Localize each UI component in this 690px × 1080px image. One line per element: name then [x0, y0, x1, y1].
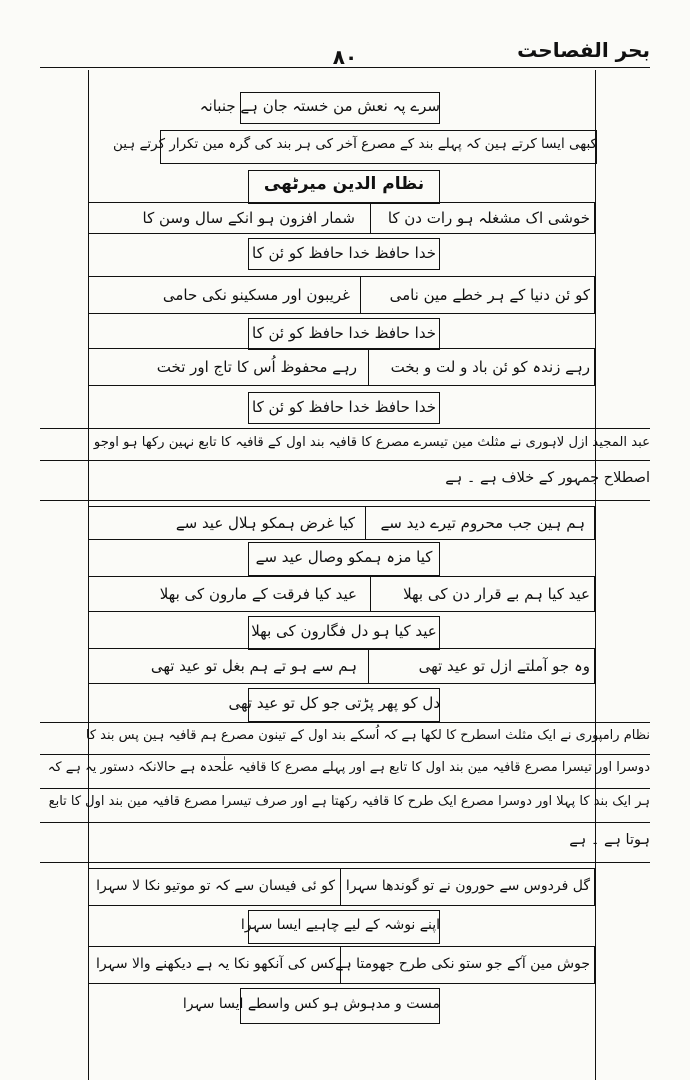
header-rule: [40, 67, 650, 68]
row-rule: [40, 500, 650, 501]
row-rule: [40, 460, 650, 461]
hemistich: عید کیا فرقت کے مارون کی بھلا: [159, 585, 357, 603]
refrain-line: دل کو پھر پڑتی جو کل تو عید تھی: [228, 694, 440, 712]
hemistich-separator: [365, 506, 366, 540]
prose-line: نظام رامپوری نے ایک مثلث اسطرح کا لکھا ہے کہ اُسکے بند اول کے تینون مصرع ہم قافیہ ہین پس بند کا: [85, 728, 650, 743]
hemistich-separator: [360, 276, 361, 314]
hemistich: گل فردوس سے حورون نے تو گوندھا سہرا: [345, 878, 590, 894]
book-title: بحر الفصاحت: [517, 38, 650, 62]
hemistich-separator: [368, 648, 369, 684]
hemistich-separator: [370, 202, 371, 234]
row-rule: [40, 722, 650, 723]
hemistich: کیا غرض ہمکو ہلال عید سے: [175, 514, 355, 532]
prose-line: ہوتا ہے ۔ ہے: [569, 832, 650, 848]
prose-line: اصطلاح جمہور کے خلاف ہے ۔ ہے: [445, 470, 650, 486]
hemistich: کو ئی فیسان سے کہ تو موتیو نکا لا سہرا: [96, 878, 335, 894]
hemistich: ہم سے ہو تے ہم بغل تو عید تھی: [150, 657, 357, 675]
hemistich: رہے زندہ کو ئن باد و لت و بخت: [390, 358, 590, 376]
page-number: ۸۰: [332, 45, 358, 69]
prose-line: کبھی ایسا کرتے ہین کہ پہلے بند کے مصرع آخر کی ہر بند کی گرہ مین تکرار کرتے ہین: [112, 136, 597, 152]
row-rule: [40, 862, 650, 863]
hemistich: رہے محفوظ اُس کا تاج اور تخت: [156, 358, 357, 376]
row-rule: [40, 754, 650, 755]
refrain-line: خدا حافظ خدا حافظ کو ئن کا: [252, 244, 436, 262]
refrain-line: کیا مزہ ہمکو وصال عید سے: [255, 548, 433, 566]
hemistich: عید کیا ہم بے قرار دن کی بھلا: [403, 585, 590, 603]
row-rule: [40, 428, 650, 429]
verse-line: سرے پہ نعش من خستہ جان ہے جنبانہ: [199, 97, 440, 115]
refrain-line: اپنے نوشہ کے لیے چاہیے ایسا سہرا: [240, 917, 440, 933]
hemistich-separator: [368, 348, 369, 386]
right-margin-rule: [595, 70, 596, 1080]
refrain-line: عید کیا ہو دل فگارون کی بھلا: [251, 622, 437, 640]
poet-name: نظام الدین میرٹھی: [263, 174, 425, 194]
hemistich: خوشی اک مشغلہ ہو رات دن کا: [387, 209, 590, 227]
hemistich: شمار افزون ہو انکے سال وسن کا: [142, 209, 355, 227]
hemistich: کو ئن دنیا کے ہر خطے مین نامی: [389, 286, 590, 304]
row-rule: [40, 822, 650, 823]
hemistich: وہ جو آملتے ازل تو عید تھی: [418, 657, 590, 675]
prose-line: ہر ایک بند کا پہلا اور دوسرا مصرع ایک طرح کا قافیہ رکھتا ہے اور صرف تیسرا مصرع قافیہ مین بند اول کا تابع: [48, 794, 650, 809]
prose-line: عبد المجید ازل لاہوری نے مثلث مین تیسرے مصرع کا قافیہ بند اول کے قافیہ کا تابع نہین رکھا ہو اوجو: [93, 435, 650, 450]
refrain-line: خدا حافظ خدا حافظ کو ئن کا: [252, 324, 436, 342]
refrain-line: مست و مدہوش ہو کس واسطے ایسا سہرا: [182, 996, 440, 1012]
hemistich: غریبون اور مسکینو نکی حامی: [162, 286, 350, 304]
hemistich: ہم ہین جب محروم تیرے دید سے: [380, 514, 585, 532]
hemistich-separator: [370, 576, 371, 612]
hemistich-separator: [340, 868, 341, 906]
row-rule: [40, 788, 650, 789]
hemistich: جوش مین آکے جو ستو نکی طرح جھومتا ہے: [335, 956, 590, 972]
refrain-line: خدا حافظ خدا حافظ کو ئن کا: [252, 398, 436, 416]
hemistich: کس کی آنکھو نکا یہ ہے دیکھنے والا سہرا: [96, 956, 335, 972]
prose-line: دوسرا اور تیسرا مصرع قافیہ مین بند اول کا تابع ہے اور پہلے مصرع کا قافیہ علٰحدہ ہے حالانکہ دستور یہ ہے کہ: [47, 760, 650, 775]
